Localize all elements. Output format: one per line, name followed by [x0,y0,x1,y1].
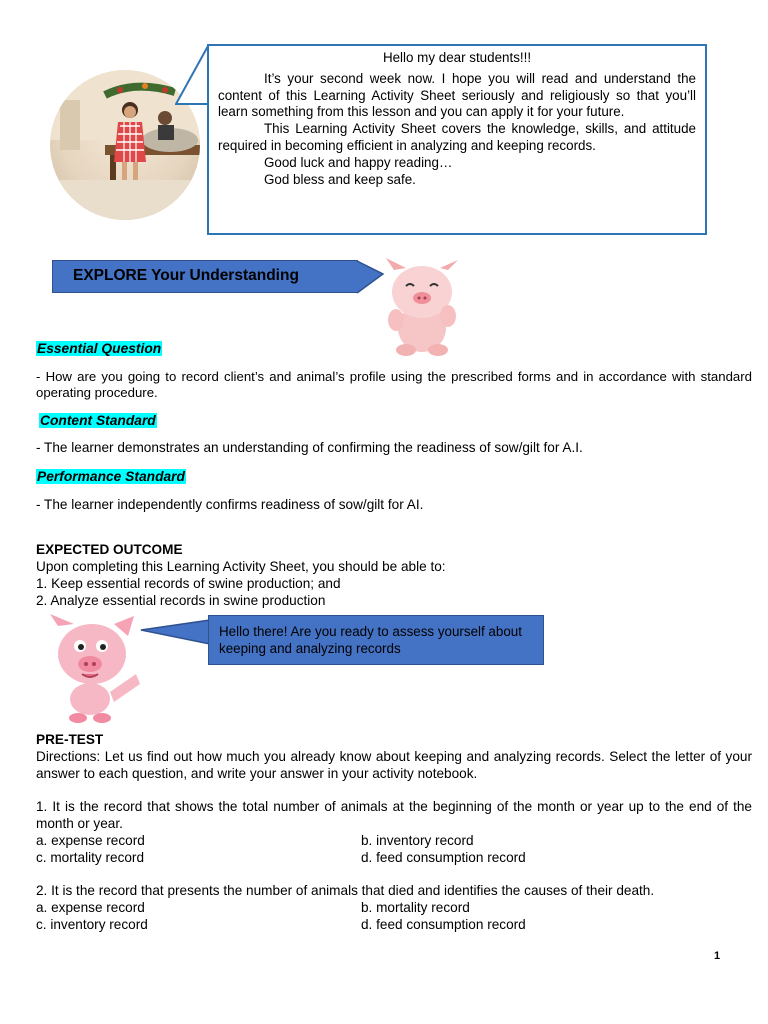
pig-speech-bubble: Hello there! Are you ready to assess yourself about keeping and analyzing records [208,615,544,665]
performance-standard-label-wrap [36,468,186,486]
greeting-god-bless: God bless and keep safe. [264,171,416,187]
greeting-paragraph-1: It’s your second week now. I hope you will read and understand the content of this Learning Activity Sheet seriously and religiously so that you’ll learn something from this lesson and you can apply it for your future. [218,70,696,120]
expected-outcome-item-1: 1. Keep essential records of swine production; and [36,576,341,591]
content-standard-text: - The learner demonstrates an understanding of confirming the readiness of sow/gilt for A.I. [36,440,583,455]
speech-pointer [175,44,211,114]
happy-pig-illustration [376,256,464,358]
question-2-options-row-1 [36,899,752,916]
content-standard-label: Content Standard [40,413,156,428]
greeting-good-luck: Good luck and happy reading… [264,154,453,170]
question-2-options-row-2 [36,916,752,933]
essential-question-label-wrap [36,340,162,358]
pretest-section [36,731,752,933]
performance-standard-text: - The learner independently confirms readiness of sow/gilt for AI. [36,497,424,512]
question-2-text: 2. It is the record that presents the number of animals that died and identifies the causes of their death. [36,883,655,898]
essential-question-text: - How are you going to record client’s and animal’s profile using the prescribed forms and in accordance with standard operating procedure. [36,369,752,400]
question-2-option-a: a. expense record [36,900,145,915]
greeting-paragraph-2: This Learning Activity Sheet covers the knowledge, skills, and attitude required in becoming efficient in analyzing and keeping records. [218,121,696,153]
question-2-option-d: d. feed consumption record [361,917,526,932]
question-1-text: 1. It is the record that shows the total number of animals at the beginning of the month or year up to the end of the month or year. [36,799,752,831]
question-2-option-c: c. inventory record [36,917,148,932]
question-1-options-row-1 [36,832,752,849]
pig-bubble-pointer [140,618,212,648]
question-1-option-d: d. feed consumption record [361,850,526,865]
greeting-box [207,44,707,235]
question-1-option-a: a. expense record [36,833,145,848]
content-standard-label-wrap [39,412,157,430]
expected-outcome-item-2: 2. Analyze essential records in swine production [36,593,326,608]
question-2-option-b: b. mortality record [361,900,470,915]
question-1-option-c: c. mortality record [36,850,145,865]
page-number: 1 [714,950,721,962]
explore-banner: EXPLORE Your Understanding [52,260,358,293]
expected-outcome-intro: Upon completing this Learning Activity Sheet, you should be able to: [36,559,446,574]
pretest-directions: Directions: Let us find out how much you already know about keeping and analyzing records. Select the letter of your answer to each question, and write your answer in your activity notebook. [36,749,752,781]
question-1-option-b: b. inventory record [361,833,474,848]
expected-outcome-heading: EXPECTED OUTCOME [36,542,183,557]
essential-question-label: Essential Question [37,341,162,356]
cartoon-pig-illustration [44,614,144,724]
performance-standard-label: Performance Standard [37,469,185,484]
pretest-heading: PRE-TEST [36,732,104,747]
question-1-options-row-2 [36,849,752,866]
expected-outcome-section [36,541,752,609]
greeting-salutation: Hello my dear students!!! [382,50,532,65]
